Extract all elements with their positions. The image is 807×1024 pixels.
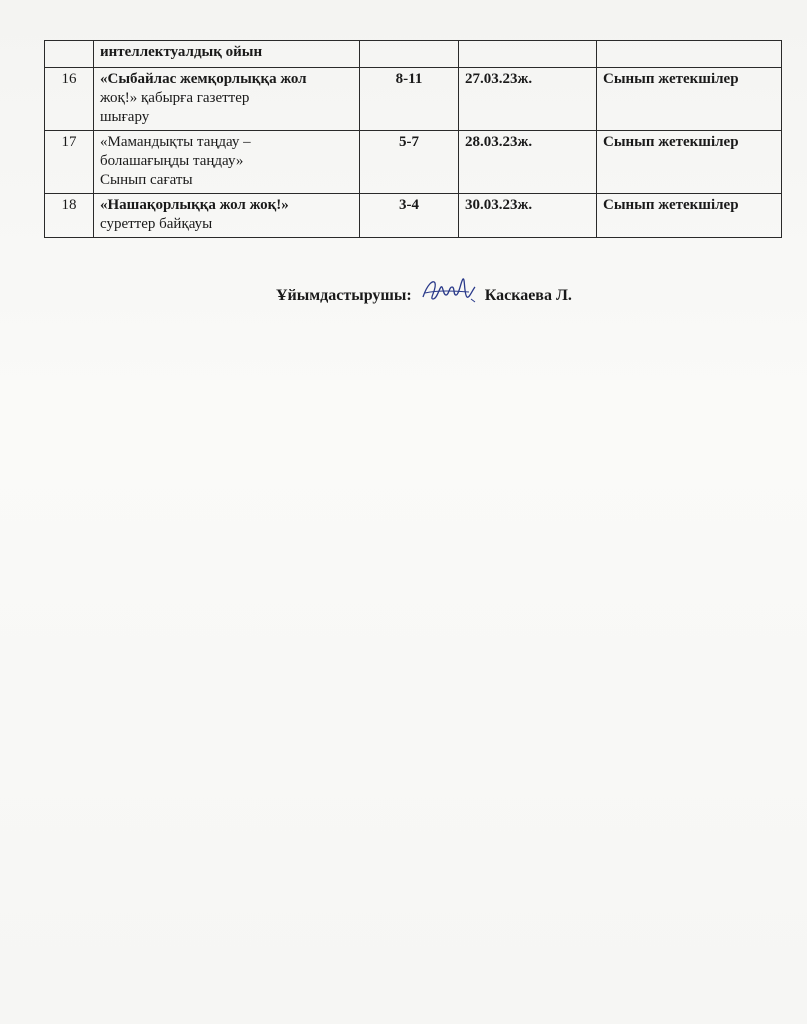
event-line: Сынып сағаты — [100, 172, 193, 188]
signature-image — [419, 275, 479, 305]
class-range: 3-4 — [360, 194, 459, 238]
event-line: шығару — [100, 109, 150, 125]
event-cell — [94, 68, 360, 131]
row-number: 17 — [45, 131, 94, 194]
class-range: 8-11 — [360, 68, 459, 131]
responsible: Сынып жетекшілер — [597, 194, 782, 238]
class-range: 5-7 — [360, 131, 459, 194]
responsible: Сынып жетекшілер — [597, 68, 782, 131]
event-line: «Сыбайлас жемқорлыққа жол — [100, 71, 307, 87]
event-line: «Нашақорлыққа жол жоқ!» — [100, 197, 289, 213]
event-date: 28.03.23ж. — [459, 131, 597, 194]
event-date — [459, 41, 597, 68]
table-row — [45, 68, 782, 131]
organizer-label: Ұйымдастырушы: — [276, 287, 412, 304]
row-number: 18 — [45, 194, 94, 238]
event-cell — [94, 131, 360, 194]
events-table — [44, 40, 782, 238]
organizer-name: Каскаева Л. — [484, 287, 572, 304]
event-line: болашағыңды таңдау» — [100, 153, 244, 169]
event-date: 27.03.23ж. — [459, 68, 597, 131]
responsible — [597, 41, 782, 68]
organizer-signoff — [276, 287, 572, 305]
row-number — [45, 41, 94, 68]
event-cell — [94, 194, 360, 238]
event-line: суреттер байқауы — [100, 216, 213, 232]
table-row — [45, 131, 782, 194]
event-line: «Мамандықты таңдау – — [100, 134, 251, 150]
event-cell — [94, 41, 360, 68]
class-range — [360, 41, 459, 68]
event-line: жоқ!» қабырға газеттер — [100, 90, 250, 106]
table-row — [45, 41, 782, 68]
event-line: интеллектуалдық ойын — [100, 44, 263, 60]
row-number: 16 — [45, 68, 94, 131]
event-date: 30.03.23ж. — [459, 194, 597, 238]
responsible: Сынып жетекшілер — [597, 131, 782, 194]
table-row — [45, 194, 782, 238]
